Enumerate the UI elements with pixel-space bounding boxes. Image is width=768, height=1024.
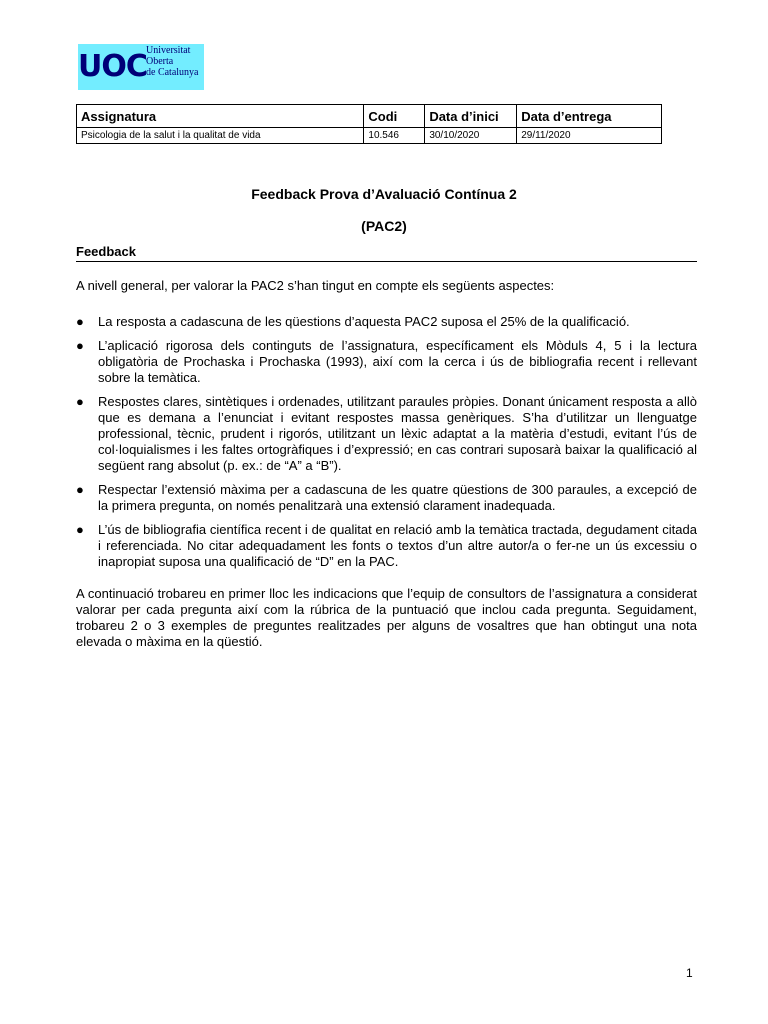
- cell-codi: 10.546: [364, 128, 425, 144]
- document-subtitle: (PAC2): [361, 218, 407, 234]
- bullet-icon: ●: [76, 522, 84, 537]
- course-info-table: [76, 104, 662, 144]
- bullet-icon: ●: [76, 314, 84, 329]
- list-item: [76, 394, 697, 474]
- uoc-logo: [78, 44, 204, 90]
- logo-line-1: Universitat: [146, 45, 191, 56]
- list-item: [76, 314, 697, 330]
- bullet-icon: ●: [76, 394, 84, 409]
- logo-line-2: Oberta: [146, 56, 174, 67]
- logo-mark: UOC: [78, 49, 147, 84]
- section-heading: Feedback: [76, 244, 697, 262]
- logo-line-3: de Catalunya: [146, 67, 199, 78]
- list-item: [76, 482, 697, 514]
- logo-wordmark: [146, 45, 198, 78]
- list-item-text: Respectar l’extensió màxima per a cadascuna de les quatre qüestions de 300 paraules, a excepció de la primera pregunta, on només penalitzarà una extensió clarament inadequada.: [98, 482, 697, 513]
- list-item: [76, 522, 697, 570]
- list-item: [76, 338, 697, 386]
- list-item-text: Respostes clares, sintètiques i ordenades, utilitzant paraules pròpies. Donant únicament resposta a allò que es demana a l’enunciat i evitant respostes massa genèriques. S’ha d’utilitzar un llenguatge professional, tècnic, prudent i rigorós, utilitzant un lèxic adaptat a la matèria d’estudi, evitant l’ús de col·loquialismes i les faltes ortogràfiques i d’expressió; en cas contrari suposarà baixar la qualificació al següent rang absolut (p. ex.: de “A” a “B”).: [98, 394, 697, 473]
- list-item-text: La resposta a cadascuna de les qüestions d’aquesta PAC2 suposa el 25% de la qualificació.: [98, 314, 630, 329]
- header-data-inici: Data d’inici: [425, 105, 517, 128]
- header-assignatura: Assignatura: [77, 105, 364, 128]
- page-number: 1: [686, 966, 693, 980]
- document-title: Feedback Prova d’Avaluació Contínua 2: [251, 186, 517, 202]
- table-header-row: [77, 105, 662, 128]
- cell-data-inici: 30/10/2020: [425, 128, 517, 144]
- cell-assignatura: Psicologia de la salut i la qualitat de vida: [77, 128, 364, 144]
- criteria-list: [76, 314, 697, 578]
- list-item-text: L’ús de bibliografia científica recent i de qualitat en relació amb la temàtica tractada, degudament citada i referenciada. No citar adequadament les fonts o textos d’un altre autor/a o fer-ne un ús excessiu o inapropiat suposa una qualificació de “D” en la PAC.: [98, 522, 697, 569]
- closing-paragraph: A continuació trobareu en primer lloc les indicacions que l’equip de consultors de l’assignatura a considerat valorar per cada pregunta així com la rúbrica de la puntuació que inclou cada pregunta. Seguidament, trobareu 2 o 3 exemples de preguntes realitzades per alguns de vosaltres que han obtingut una nota elevada o màxima en la qüestió.: [76, 586, 697, 649]
- header-data-entrega: Data d’entrega: [517, 105, 662, 128]
- bullet-icon: ●: [76, 482, 84, 497]
- intro-paragraph: A nivell general, per valorar la PAC2 s’han tingut en compte els següents aspectes:: [76, 278, 555, 293]
- header-codi: Codi: [364, 105, 425, 128]
- cell-data-entrega: 29/11/2020: [517, 128, 662, 144]
- list-item-text: L’aplicació rigorosa dels continguts de l’assignatura, específicament els Mòduls 4, 5 i la lectura obligatòria de Prochaska i Prochaska (1993), així com la cerca i ús de bibliografia recent i rellevant sobre la temàtica.: [98, 338, 697, 385]
- bullet-icon: ●: [76, 338, 84, 353]
- table-row: [77, 128, 662, 144]
